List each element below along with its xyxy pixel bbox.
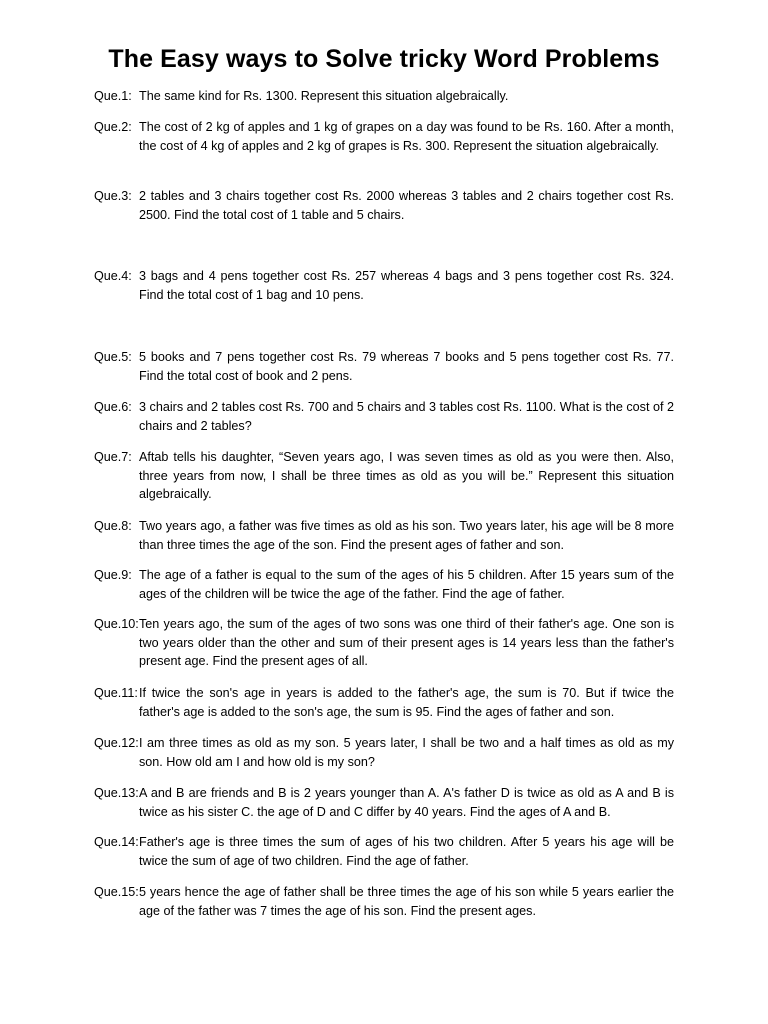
question-item: [94, 87, 674, 106]
question-item: [94, 187, 674, 224]
question-item: [94, 517, 674, 554]
question-item: [94, 267, 674, 304]
question-item: [94, 684, 674, 721]
question-item: [94, 833, 674, 870]
question-number: Que.2:: [94, 120, 132, 134]
question-number: Que.3:: [94, 189, 132, 203]
question-item: [94, 784, 674, 821]
question-text: Father's age is three times the sum of ages of his two children. After 5 years his age will be twice the sum of age of two children. Find the age of father.: [139, 835, 674, 868]
question-number: Que.9:: [94, 568, 132, 582]
question-item: [94, 398, 674, 435]
question-number: Que.6:: [94, 400, 132, 414]
question-text: Two years ago, a father was five times as old as his son. Two years later, his age will be 8 more than three times the age of the son. Find the present ages of father and son.: [139, 519, 674, 552]
question-number: Que.15:: [94, 885, 139, 899]
question-number: Que.5:: [94, 350, 132, 364]
question-item: [94, 615, 674, 671]
question-item: [94, 883, 674, 920]
question-number: Que.13:: [94, 786, 139, 800]
question-item: [94, 734, 674, 771]
question-item: [94, 566, 674, 603]
question-text: The cost of 2 kg of apples and 1 kg of grapes on a day was found to be Rs. 160. After a month, the cost of 4 kg of apples and 2 kg of grapes is Rs. 300. Represent the situation algebraically.: [139, 120, 674, 153]
question-number: Que.10:: [94, 617, 139, 631]
question-number: Que.7:: [94, 450, 132, 464]
question-number: Que.1:: [94, 89, 132, 103]
question-text: The same kind for Rs. 1300. Represent this situation algebraically.: [139, 89, 509, 103]
question-number: Que.14:: [94, 835, 139, 849]
question-text: 3 chairs and 2 tables cost Rs. 700 and 5 chairs and 3 tables cost Rs. 1100. What is the cost of 2 chairs and 2 tables?: [139, 400, 674, 433]
question-number: Que.8:: [94, 519, 132, 533]
question-text: 5 books and 7 pens together cost Rs. 79 whereas 7 books and 5 pens together cost Rs. 77. Find the total cost of book and 2 pens.: [139, 350, 674, 383]
question-text: If twice the son's age in years is added to the father's age, the sum is 70. But if twice the father's age is added to the son's age, the sum is 95. Find the ages of father and son.: [139, 686, 674, 719]
question-text: 3 bags and 4 pens together cost Rs. 257 whereas 4 bags and 3 pens together cost Rs. 324. Find the total cost of 1 bag and 10 pens.: [139, 269, 674, 302]
question-item: [94, 448, 674, 504]
question-item: [94, 118, 674, 155]
question-text: I am three times as old as my son. 5 years later, I shall be two and a half times as old as my son. How old am I and how old is my son?: [139, 736, 674, 769]
page-title: The Easy ways to Solve tricky Word Problems: [108, 45, 660, 73]
question-number: Que.4:: [94, 269, 132, 283]
question-text: Aftab tells his daughter, “Seven years ago, I was seven times as old as you were then. Also, three years from now, I shall be three times as old as you will be.” Represent this situation algebraically.: [139, 450, 674, 501]
question-text: Ten years ago, the sum of the ages of two sons was one third of their father's age. One son is two years older than the other and sum of their present ages is 14 years less than the father's present age. Find the present ages of all.: [139, 617, 674, 668]
question-text: 2 tables and 3 chairs together cost Rs. 2000 whereas 3 tables and 2 chairs together cost Rs. 2500. Find the total cost of 1 table and 5 chairs.: [139, 189, 674, 222]
question-number: Que.11:: [94, 686, 138, 700]
question-text: The age of a father is equal to the sum of the ages of his 5 children. After 15 years sum of the ages of the children will be twice the age of the father. Find the age of father.: [139, 568, 674, 601]
question-text: 5 years hence the age of father shall be three times the age of his son while 5 years earlier the age of the father was 7 times the age of his son. Find the present ages.: [139, 885, 674, 918]
question-item: [94, 348, 674, 385]
question-number: Que.12:: [94, 736, 139, 750]
question-text: A and B are friends and B is 2 years younger than A. A's father D is twice as old as A and B is twice as his sister C. the age of D and C differ by 40 years. Find the ages of A and B.: [139, 786, 674, 819]
